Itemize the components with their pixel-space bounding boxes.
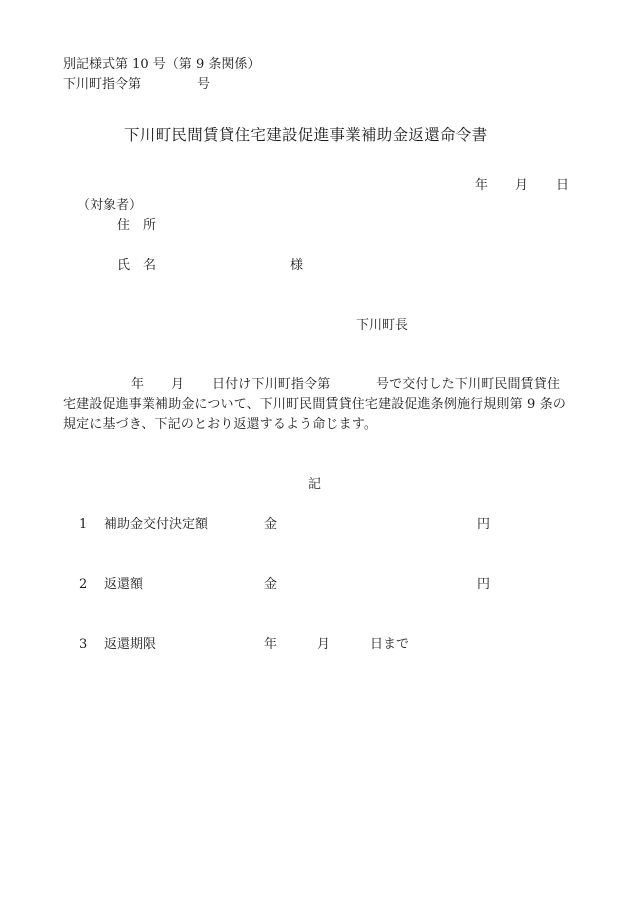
item-prefix: 金: [264, 577, 278, 592]
item-label-subsidy-amount: 補助金交付決定額: [104, 517, 209, 532]
body-line-3: 規定に基づき、下記のとおり返還するよう命じます。: [63, 417, 378, 432]
order-number-suffix: 号: [197, 77, 211, 92]
item-number: 1: [79, 517, 88, 532]
date-year: 年: [475, 178, 489, 193]
address-label: 住 所: [117, 218, 157, 233]
body-month: 月: [171, 377, 185, 392]
form-number: 別記様式第 10 号（第 9 条関係）: [63, 57, 261, 72]
item-number: 2: [79, 577, 88, 592]
body-paragraph: [63, 375, 575, 435]
recipient-label: （対象者）: [77, 198, 143, 213]
body-line-2: 宅建設促進事業補助金について、下川町民間賃貸住宅建設促進条例施行規則第 9 条の: [63, 397, 567, 412]
deadline-year: 年: [264, 637, 278, 652]
document-title: 下川町民間賃貸住宅建設促進事業補助金返還命令書: [124, 126, 488, 144]
issuer: 下川町長: [356, 318, 409, 333]
honorific: 様: [290, 258, 304, 273]
deadline-until: 日まで: [370, 637, 410, 652]
item-suffix: 円: [477, 577, 491, 592]
deadline-number: 3: [79, 637, 88, 652]
item-prefix: 金: [264, 517, 278, 532]
date-day: 日: [556, 178, 570, 193]
body-line-1: [63, 375, 575, 395]
body-mid: 日付け下川町指令第: [212, 377, 331, 392]
item-suffix: 円: [477, 517, 491, 532]
name-label: 氏 名: [117, 258, 157, 273]
body-year: 年: [131, 377, 145, 392]
item-label-return-amount: 返還額: [104, 577, 144, 592]
deadline-month: 月: [317, 637, 331, 652]
order-number-prefix: 下川町指令第: [63, 77, 142, 92]
body-tail: 号で交付した下川町民間賃貸住: [376, 377, 561, 392]
deadline-label: 返還期限: [104, 637, 157, 652]
ki-marker: 記: [308, 477, 322, 492]
date-month: 月: [515, 178, 529, 193]
